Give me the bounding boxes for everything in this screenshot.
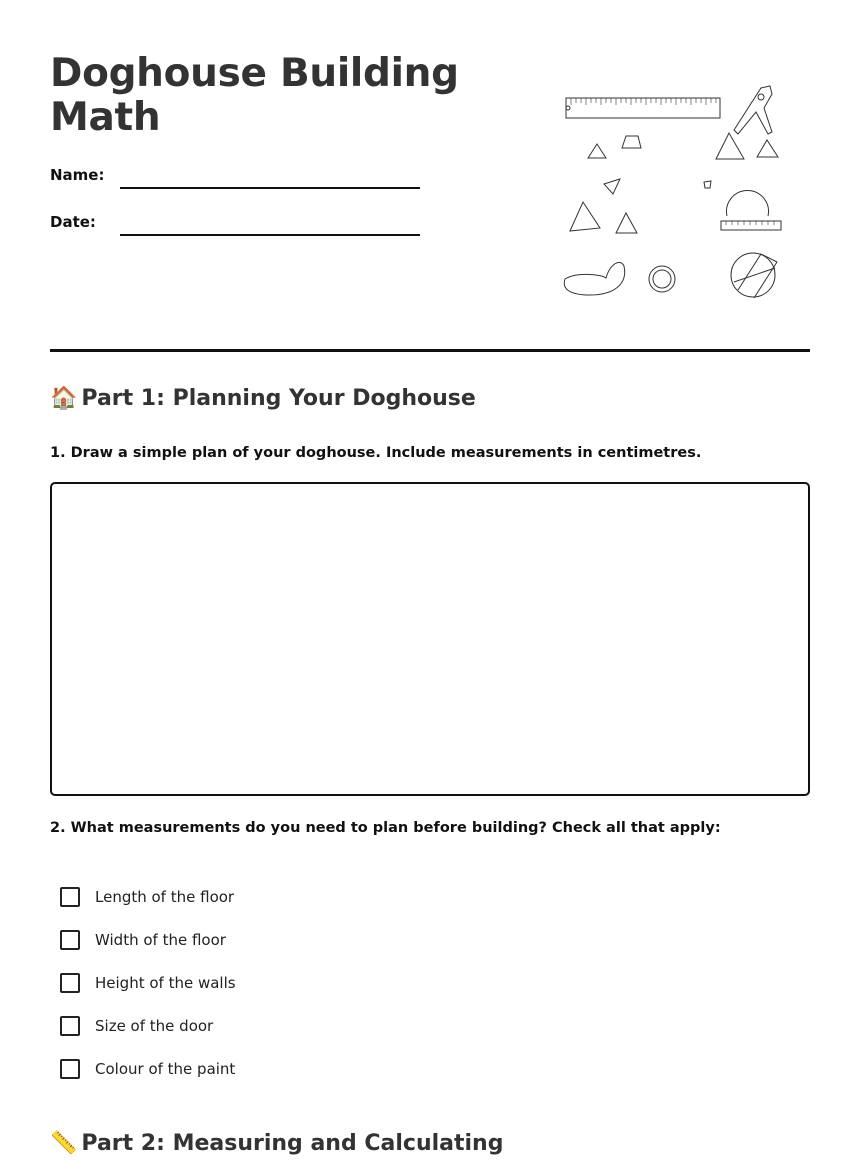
question-2: 2. What measurements do you need to plan before building? Check all that apply: xyxy=(50,820,721,836)
ruler-icon: 📏 xyxy=(50,1131,78,1156)
date-label: Date: xyxy=(50,213,96,231)
house-icon: 🏠 xyxy=(50,386,78,411)
drawing-area[interactable] xyxy=(50,482,810,796)
part2-heading xyxy=(50,1131,503,1156)
header-divider xyxy=(50,349,810,352)
checklist-label: Width of the floor xyxy=(95,931,226,949)
name-label: Name: xyxy=(50,166,105,184)
checklist-label: Colour of the paint xyxy=(95,1060,236,1078)
checkbox[interactable] xyxy=(60,1016,80,1036)
part2-heading-text: Part 2: Measuring and Calculating xyxy=(81,1131,504,1156)
checkbox[interactable] xyxy=(60,973,80,993)
checkbox[interactable] xyxy=(60,930,80,950)
checklist-item[interactable] xyxy=(60,970,236,996)
checklist-item[interactable] xyxy=(60,1056,235,1082)
measuring-tools-clipart xyxy=(556,78,790,306)
checklist-label: Length of the floor xyxy=(95,888,235,906)
checklist-label: Height of the walls xyxy=(95,974,236,992)
date-line[interactable] xyxy=(120,234,420,236)
part1-heading-text: Part 1: Planning Your Doghouse xyxy=(81,386,476,411)
part1-heading xyxy=(50,386,476,411)
name-line[interactable] xyxy=(120,187,420,189)
checkbox[interactable] xyxy=(60,887,80,907)
checkbox[interactable] xyxy=(60,1059,80,1079)
checklist-item[interactable] xyxy=(60,884,234,910)
checklist-label: Size of the door xyxy=(95,1017,214,1035)
checklist-item[interactable] xyxy=(60,1013,213,1039)
worksheet-title: Doghouse Building Math xyxy=(50,51,459,140)
question-1: 1. Draw a simple plan of your doghouse. Include measurements in centimetres. xyxy=(50,445,702,461)
checklist-item[interactable] xyxy=(60,927,226,953)
